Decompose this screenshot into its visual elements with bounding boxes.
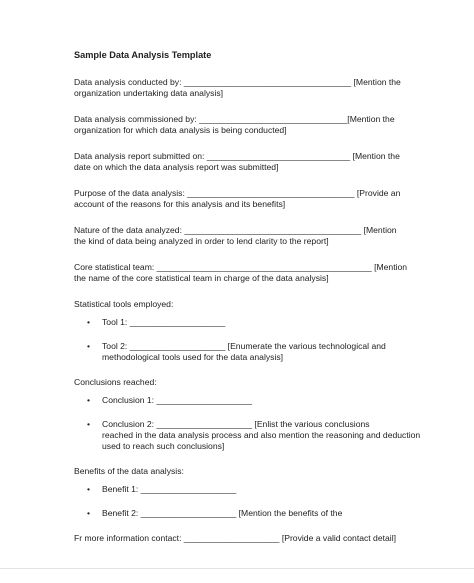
list-item — [74, 508, 410, 519]
conclusion-2-line: used to reach such conclusions] — [102, 441, 225, 451]
conclusion-1-text: Conclusion 1: ____________________ — [102, 395, 253, 405]
tool-2-line: methodological tools used for the data analysis] — [102, 352, 284, 362]
paragraph-line: Data analysis report submitted on: ______________________________ [Mention the — [74, 151, 400, 161]
paragraph-conducted-by — [74, 77, 410, 99]
paragraph-line: Data analysis conducted by: ___________________________________ [Mention the — [74, 77, 401, 87]
benefits-list — [74, 484, 410, 519]
bullet-icon: • — [87, 317, 91, 327]
paragraph-purpose — [74, 188, 410, 210]
paragraph-nature — [74, 225, 410, 247]
paragraph-line: Data analysis commissioned by: _______________________________[Mention the — [74, 114, 395, 124]
conclusion-2-line: reached in the data analysis process and also mention the reasoning and deduction — [102, 430, 421, 440]
list-item — [74, 317, 410, 328]
paragraph-line: Core statistical team: _____________________________________________ [Mention — [74, 262, 408, 272]
benefit-2-text: Benefit 2: ____________________ [Mention the benefits of the — [102, 508, 343, 518]
paragraph-line: organization undertaking data analysis] — [74, 88, 224, 98]
paragraph-line: Nature of the data analyzed: _____________________________________ [Mention — [74, 225, 397, 235]
bullet-icon: • — [87, 419, 91, 429]
stat-tools-heading: Statistical tools employed: — [74, 299, 174, 309]
benefit-1-text: Benefit 1: ____________________ — [102, 484, 237, 494]
benefits-heading: Benefits of the data analysis: — [74, 466, 184, 476]
conclusions-heading: Conclusions reached: — [74, 377, 157, 387]
paragraph-core-team — [74, 262, 410, 284]
paragraph-line: account of the reasons for this analysis and its benefits] — [74, 199, 286, 209]
list-item — [74, 395, 410, 406]
list-item — [74, 484, 410, 495]
list-item — [74, 419, 421, 452]
stat-tools-list — [74, 317, 410, 363]
bullet-icon: • — [87, 341, 91, 351]
paragraph-line: date on which the data analysis report was submitted] — [74, 162, 279, 172]
bullet-icon: • — [87, 484, 91, 494]
bullet-icon: • — [87, 508, 91, 518]
document-body — [74, 50, 421, 544]
page-bottom-rule — [0, 568, 474, 569]
paragraph-line: organization for which data analysis is being conducted] — [74, 125, 287, 135]
tool-1-text: Tool 1: ____________________ — [102, 317, 226, 327]
conclusion-2-line: Conclusion 2: ____________________ [Enlist the various conclusions — [102, 419, 370, 429]
bullet-icon: • — [87, 395, 91, 405]
paragraph-line: the kind of data being analyzed in order to lend clarity to the report] — [74, 236, 329, 246]
paragraph-submitted-on — [74, 151, 410, 173]
contact-line: Fr more information contact: ____________________ [Provide a valid contact detail] — [74, 533, 396, 543]
paragraph-commissioned-by — [74, 114, 410, 136]
list-item — [74, 341, 410, 363]
conclusions-list — [74, 395, 421, 452]
paragraph-line: the name of the core statistical team in charge of the data analysis] — [74, 273, 329, 283]
document-title: Sample Data Analysis Template — [74, 50, 212, 60]
paragraph-line: Purpose of the data analysis: ___________________________________ [Provide an — [74, 188, 401, 198]
tool-2-line: Tool 2: ____________________ [Enumerate the various technological and — [102, 341, 386, 351]
